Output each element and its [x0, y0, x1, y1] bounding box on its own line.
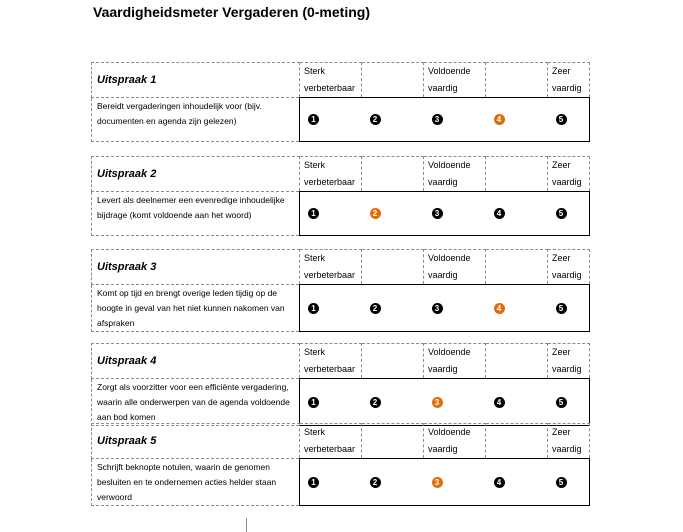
rating-table — [91, 156, 590, 236]
rating-table — [91, 343, 590, 426]
statement-text: Levert als deelnemer een evenredige inhoudelijke bijdrage (komt voldoende aan het woord) — [92, 192, 300, 236]
statement-text: Schrijft beknopte notulen, waarin de genomen besluiten en te ondernemen acties helder staan verwoord — [92, 459, 300, 506]
rating-option-1[interactable] — [300, 98, 362, 142]
scale-label — [362, 157, 424, 192]
rating-option-1[interactable] — [300, 459, 362, 506]
number-circle-icon: 5 — [556, 477, 567, 488]
number-circle-icon: 2 — [370, 114, 381, 125]
statement-text: Bereidt vergaderingen inhoudelijk voor (bijv. documenten en agenda zijn gelezen) — [92, 98, 300, 142]
rating-option-3[interactable] — [424, 459, 486, 506]
rating-option-3[interactable] — [424, 379, 486, 426]
scale-label: Zeer vaardig — [548, 344, 590, 379]
number-circle-icon: 5 — [556, 397, 567, 408]
scale-label: Voldoende vaardig — [424, 344, 486, 379]
number-circle-icon: 1 — [308, 208, 319, 219]
number-circle-icon: 2 — [370, 477, 381, 488]
scale-label: Voldoende vaardig — [424, 63, 486, 98]
rating-option-5[interactable] — [548, 98, 590, 142]
statement-block — [91, 62, 589, 142]
statement-label: Uitspraak 3 — [92, 250, 300, 285]
scale-label: Voldoende vaardig — [424, 250, 486, 285]
statement-block — [91, 249, 589, 332]
rating-option-5[interactable] — [548, 285, 590, 332]
number-circle-icon: 1 — [308, 114, 319, 125]
number-circle-icon: 3 — [432, 397, 443, 408]
rating-option-5[interactable] — [548, 379, 590, 426]
scale-label: Zeer vaardig — [548, 63, 590, 98]
scale-label: Zeer vaardig — [548, 157, 590, 192]
number-circle-icon: 1 — [308, 397, 319, 408]
number-circle-icon: 3 — [432, 303, 443, 314]
number-circle-icon: 4 — [494, 114, 505, 125]
scale-label: Zeer vaardig — [548, 424, 590, 459]
rating-option-4[interactable] — [486, 192, 548, 236]
scale-label — [362, 424, 424, 459]
scale-label — [486, 250, 548, 285]
scale-label — [486, 344, 548, 379]
rating-option-4[interactable] — [486, 379, 548, 426]
rating-option-3[interactable] — [424, 285, 486, 332]
rating-table — [91, 423, 590, 506]
number-circle-icon: 4 — [494, 397, 505, 408]
rating-option-1[interactable] — [300, 192, 362, 236]
scale-label: Sterk verbeterbaar — [300, 157, 362, 192]
rating-option-1[interactable] — [300, 379, 362, 426]
number-circle-icon: 4 — [494, 477, 505, 488]
text-cursor — [246, 518, 247, 532]
scale-label — [362, 250, 424, 285]
rating-option-2[interactable] — [362, 192, 424, 236]
rating-option-4[interactable] — [486, 98, 548, 142]
rating-option-2[interactable] — [362, 98, 424, 142]
scale-label — [362, 344, 424, 379]
rating-table — [91, 62, 590, 142]
statement-block — [91, 343, 589, 426]
statement-block — [91, 156, 589, 236]
number-circle-icon: 1 — [308, 477, 319, 488]
statement-block — [91, 423, 589, 506]
statement-label: Uitspraak 1 — [92, 63, 300, 98]
rating-option-3[interactable] — [424, 192, 486, 236]
rating-table — [91, 249, 590, 332]
scale-label — [362, 63, 424, 98]
rating-option-1[interactable] — [300, 285, 362, 332]
statement-text: Zorgt als voorzitter voor een efficiënte vergadering, waarin alle onderwerpen van de agenda voldoende aan bod komen — [92, 379, 300, 426]
rating-option-4[interactable] — [486, 459, 548, 506]
scale-label: Sterk verbeterbaar — [300, 63, 362, 98]
scale-label: Zeer vaardig — [548, 250, 590, 285]
number-circle-icon: 2 — [370, 208, 381, 219]
scale-label: Voldoende vaardig — [424, 424, 486, 459]
rating-option-2[interactable] — [362, 459, 424, 506]
number-circle-icon: 4 — [494, 303, 505, 314]
statement-text: Komt op tijd en brengt overige leden tijdig op de hoogte in geval van het niet kunnen nakomen van afspraken — [92, 285, 300, 332]
number-circle-icon: 3 — [432, 114, 443, 125]
scale-label — [486, 157, 548, 192]
number-circle-icon: 2 — [370, 303, 381, 314]
number-circle-icon: 5 — [556, 114, 567, 125]
number-circle-icon: 5 — [556, 303, 567, 314]
scale-label: Sterk verbeterbaar — [300, 344, 362, 379]
statement-label: Uitspraak 4 — [92, 344, 300, 379]
number-circle-icon: 4 — [494, 208, 505, 219]
number-circle-icon: 1 — [308, 303, 319, 314]
scale-label: Sterk verbeterbaar — [300, 424, 362, 459]
document-title: Vaardigheidsmeter Vergaderen (0-meting) — [93, 4, 370, 20]
scale-label — [486, 424, 548, 459]
number-circle-icon: 3 — [432, 208, 443, 219]
scale-label — [486, 63, 548, 98]
rating-option-3[interactable] — [424, 98, 486, 142]
scale-label: Voldoende vaardig — [424, 157, 486, 192]
scale-label: Sterk verbeterbaar — [300, 250, 362, 285]
statement-label: Uitspraak 2 — [92, 157, 300, 192]
number-circle-icon: 2 — [370, 397, 381, 408]
rating-option-5[interactable] — [548, 192, 590, 236]
number-circle-icon: 5 — [556, 208, 567, 219]
number-circle-icon: 3 — [432, 477, 443, 488]
rating-option-2[interactable] — [362, 379, 424, 426]
statement-label: Uitspraak 5 — [92, 424, 300, 459]
rating-option-4[interactable] — [486, 285, 548, 332]
rating-option-5[interactable] — [548, 459, 590, 506]
rating-option-2[interactable] — [362, 285, 424, 332]
